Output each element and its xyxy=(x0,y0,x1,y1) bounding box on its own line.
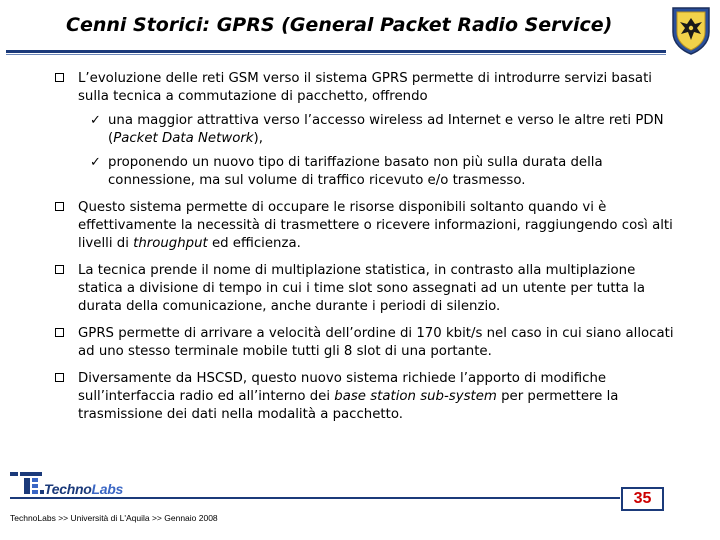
list-item xyxy=(60,370,680,424)
square-bullet-icon xyxy=(55,265,64,274)
bullet-text: GPRS permette di arrivare a velocità dell’ordine di 170 kbit/s nel caso in cui siano allocati ad uno stesso terminale mobile tutti gli 8 slot di una portante. xyxy=(78,326,674,359)
checkmark-icon: ✓ xyxy=(90,113,101,128)
logo-wordmark xyxy=(44,481,123,497)
list-item xyxy=(60,70,680,190)
sub-bullet-text: una maggior attrattiva verso l’accesso wireless ad Internet e verso le altre reti PDN ( xyxy=(108,113,664,146)
title-divider-thin xyxy=(6,54,666,55)
page-number: 35 xyxy=(621,487,664,511)
bullet-text: Questo sistema permette di occupare le risorse disponibili soltanto quando vi è effettivamente la necessità di trasmettere o ricevere informazioni, raggiungendo così alti livelli di xyxy=(78,200,673,251)
square-bullet-icon xyxy=(55,373,64,382)
bullet-emphasis: throughput xyxy=(133,236,208,251)
list-item xyxy=(60,262,680,316)
bullet-text: La tecnica prende il nome di multiplazione statistica, in contrasto alla multiplazione statica a divisione di tempo in cui i time slot sono assegnati ad un utente per tutta la durata della comunicazione, anche durante i periodi di silenzio. xyxy=(78,263,646,314)
sub-bullet-text-end: ), xyxy=(253,131,263,146)
list-item xyxy=(60,199,680,253)
bullet-text: L’evoluzione delle reti GSM verso il sistema GPRS permette di introdurre servizi basati sulla tecnica a commutazione di pacchetto, offrendo xyxy=(78,71,652,104)
checkmark-icon: ✓ xyxy=(90,155,101,170)
square-bullet-icon xyxy=(55,202,64,211)
bullet-text-end: ed efficienza. xyxy=(207,236,301,251)
list-item xyxy=(60,325,680,361)
logo-text-part1: Techno xyxy=(44,481,92,497)
square-bullet-icon xyxy=(55,73,64,82)
logo-text-part2: Labs xyxy=(91,481,123,497)
title-divider xyxy=(6,50,666,53)
sub-bullet-emphasis: Packet Data Network xyxy=(113,131,254,146)
university-crest-icon xyxy=(669,6,713,56)
bullet-text-end: per permettere la trasmissione dei dati nella modalità a pacchetto. xyxy=(78,389,619,422)
sub-list-item xyxy=(78,112,680,148)
slide-content xyxy=(60,70,680,433)
bullet-emphasis: base station sub-system xyxy=(334,389,497,404)
bullet-text: Diversamente da HSCSD, questo nuovo sistema richiede l’apporto di modifiche sull’interfaccia radio ed all’interno dei xyxy=(78,371,607,404)
square-bullet-icon xyxy=(55,328,64,337)
footer-divider xyxy=(10,497,620,499)
footer-text: TechnoLabs >> Università di L'Aquila >> Gennaio 2008 xyxy=(10,513,218,523)
slide-title: Cenni Storici: GPRS (General Packet Radio Service) xyxy=(66,14,613,36)
sub-list-item xyxy=(78,154,680,190)
sub-bullet-text: proponendo un nuovo tipo di tariffazione basato non più sulla durata della connessione, ma sul volume di traffico ricevuto e/o trasmesso. xyxy=(108,155,603,188)
